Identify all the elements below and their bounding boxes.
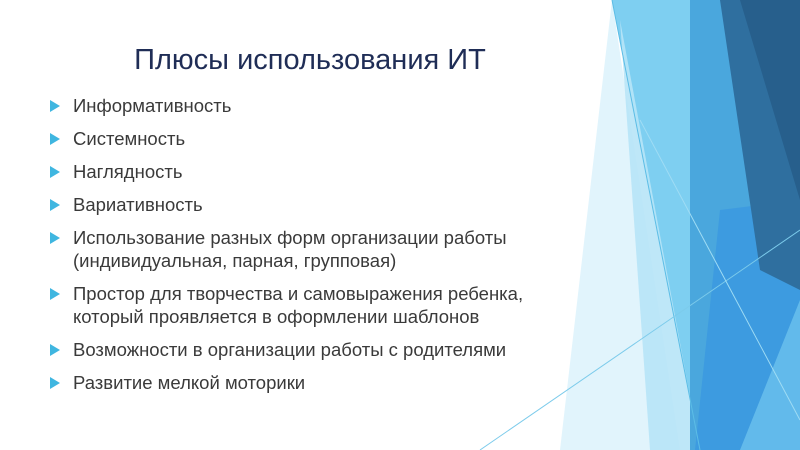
bullet-text: Возможности в организации работы с родителями xyxy=(73,339,507,360)
triangle-bullet-icon xyxy=(50,133,60,145)
bullet-text: Информативность xyxy=(73,95,232,116)
triangle-bullet-icon xyxy=(50,199,60,211)
triangle-bullet-icon xyxy=(50,288,60,300)
list-item xyxy=(48,193,593,216)
list-item xyxy=(48,282,593,328)
list-item xyxy=(48,226,593,272)
bullet-text: Наглядность xyxy=(73,161,183,182)
triangle-bullet-icon xyxy=(50,100,60,112)
bullet-text: Вариативность xyxy=(73,194,203,215)
bullet-text: Использование разных форм организации работы (индивидуальная, парная, групповая) xyxy=(73,227,507,271)
triangle-bullet-icon xyxy=(50,377,60,389)
list-item xyxy=(48,127,593,150)
bullet-text: Системность xyxy=(73,128,186,149)
bullet-text: Развитие мелкой моторики xyxy=(73,372,306,393)
triangle-bullet-icon xyxy=(50,166,60,178)
triangle-bullet-icon xyxy=(50,344,60,356)
bullet-list xyxy=(48,94,593,404)
triangle-bullet-icon xyxy=(50,232,60,244)
list-item xyxy=(48,94,593,117)
slide-title: Плюсы использования ИТ xyxy=(134,44,486,76)
list-item xyxy=(48,338,593,361)
list-item xyxy=(48,160,593,183)
bullet-text: Простор для творчества и самовыражения ребенка, который проявляется в оформлении шаблонов xyxy=(73,283,524,327)
list-item xyxy=(48,371,593,394)
